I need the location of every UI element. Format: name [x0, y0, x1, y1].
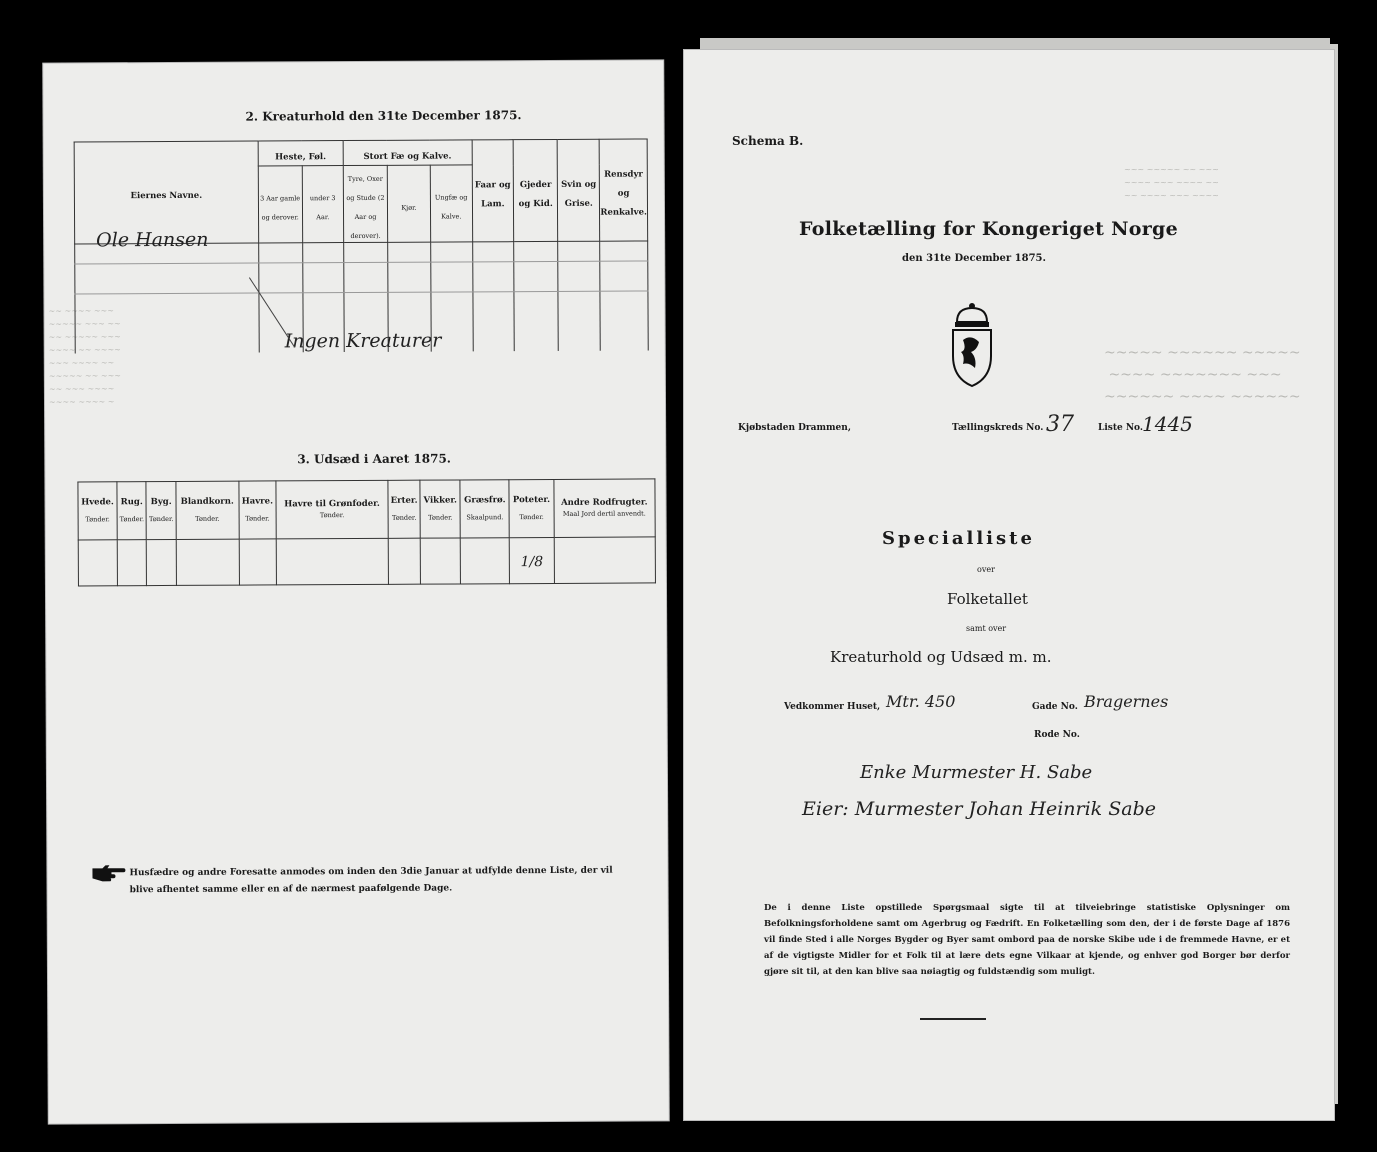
livestock-seed-label: Kreaturhold og Udsæd m. m.: [830, 648, 1052, 666]
location-label: Kjøbstaden Drammen,: [738, 423, 851, 433]
seed-value-row: [78, 537, 655, 586]
bleed-through-text-right: ~~~ ~~~~~ ~~ ~~~ ~~~~ ~~~ ~~~~ ~~ ~~ ~~~~ ~~~ ~~~~: [1124, 165, 1219, 200]
sheep-column-header: Faar og Lam.: [472, 140, 514, 242]
cattle-column-header: Stort Fæ og Kalve.: [343, 140, 472, 166]
closing-rule: [920, 1018, 986, 1020]
horses-column-header: Heste, Føl.: [258, 141, 343, 166]
cattle-sub-calves: Ungfæ og Kalve.: [430, 165, 472, 242]
list-value: 1445: [1142, 412, 1193, 436]
reindeer-column-header: Rensdyr og Renkalve.: [599, 139, 647, 241]
seed-col-mixed: Blandkorn. Tønder.: [176, 481, 239, 539]
handwritten-owner-line: Eier: Murmester Johan Heinrik Sabe: [802, 798, 1156, 820]
also-over-label: samt over: [966, 624, 1007, 633]
census-title: Folketælling for Kongeriget Norge: [799, 218, 1179, 240]
district-value: 37: [1046, 412, 1074, 437]
seed-col-wheat: Hvede. Tønder.: [78, 482, 117, 540]
seed-col-roots: Andre Rodfrugter. Maal Jord dertil anvendt.: [553, 479, 655, 538]
footnote-text: Husfædre og andre Foresatte anmodes om inden den 3die Januar at udfylde denne Liste, der vil blive afhentet samme eller en af de nærmest paafølgende Dage.: [129, 865, 613, 896]
horses-sub-young: under 3 Aar.: [302, 166, 344, 243]
census-date: den 31te December 1875.: [902, 253, 1046, 264]
no-livestock-note: Ingen Kreaturer: [284, 329, 442, 353]
handwritten-widow-line: Enke Murmester H. Sabe: [860, 762, 1093, 783]
strike-line: [244, 272, 304, 352]
seed-col-grass: Græsfrø. Skaalpund.: [460, 480, 509, 538]
coat-of-arms-icon: [947, 300, 997, 390]
cattle-sub-bulls: Tyre, Oxer og Stude (2 Aar og derover).: [343, 165, 387, 242]
owner-column-header: Eiernes Navne.: [74, 141, 258, 244]
schema-label: Schema B.: [732, 134, 804, 148]
population-label: Folketallet: [947, 590, 1028, 608]
seed-col-potatoes: Poteter. Tønder.: [509, 479, 554, 537]
potatoes-value: 1/8: [520, 554, 544, 571]
pigs-column-header: Svin og Grise.: [557, 139, 600, 241]
street-label: Gade No.: [1032, 702, 1078, 712]
goats-column-header: Gjeder og Kid.: [513, 139, 558, 241]
house-value: Mtr. 450: [886, 692, 956, 711]
special-list-title: Specialliste: [882, 528, 1035, 549]
seed-col-vetch: Vikker. Tønder.: [420, 480, 460, 538]
seed-table: [77, 478, 656, 586]
house-label: Vedkommer Huset,: [784, 702, 881, 712]
right-page: [684, 50, 1334, 1120]
seed-col-rye: Rug. Tønder.: [117, 482, 147, 540]
list-label: Liste No.: [1098, 423, 1144, 433]
seed-col-peas: Erter. Tønder.: [388, 480, 421, 538]
over-label: over: [977, 565, 995, 574]
seed-col-green-oats: Havre til Grønfoder. Tønder.: [276, 480, 388, 539]
street-value: Bragernes: [1084, 692, 1169, 711]
district-label: Tællingskreds No.: [952, 423, 1044, 433]
seed-col-oats: Havre. Tønder.: [239, 481, 277, 539]
section3-title: 3. Udsæd i Aaret 1875.: [297, 451, 452, 467]
pointing-hand-icon: [91, 864, 125, 882]
section2-title: 2. Kreaturhold den 31te December 1875.: [245, 108, 522, 124]
owner-name: Ole Hansen: [96, 228, 209, 252]
cattle-sub-cows: Kjør.: [387, 165, 430, 242]
bleed-through-text-right-2: ~~~~~ ~~~~~~ ~~~~~ ~~~~ ~~~~~~~ ~~~ ~~~~~~ ~~~~ ~~~~~~: [1104, 345, 1301, 405]
potatoes-value-cell: [510, 537, 554, 583]
horses-sub-old: 3 Aar gamle og derover.: [258, 166, 302, 243]
rode-label: Rode No.: [1034, 730, 1080, 740]
intro-paragraph: De i denne Liste opstillede Spørgsmaal sigte til at tilveiebringe statistiske Oplysninger om Befolkningsforholdene samt om Agerbrug og Fædrift. En Folketælling som den, der i de første Dage af 1876 vil finde Sted i alle Norges Bygder og Byer samt ombord paa de norske Skibe ude i de fremmede Havne, er et af de vigtigste Midler for et Folk til at lære dets egne Vilkaar at kjende, og enhver god Borger bør derfor gjøre sit til, at den kan blive saa nøiagtig og fuldstændig som muligt.: [764, 903, 1290, 977]
left-page: [43, 60, 669, 1123]
seed-header-row: [78, 479, 655, 540]
seed-col-barley: Byg. Tønder.: [146, 481, 176, 539]
bleed-through-text-left: ~~ ~~~~ ~~~ ~~~~~ ~~~ ~~ ~~ ~~~~~ ~~~ ~~~~ ~~ ~~~~ ~~~ ~~~~ ~~ ~~~~~ ~~ ~~~ ~~ ~~~ ~~~~ ~~~~ ~~~~ ~: [48, 293, 122, 420]
